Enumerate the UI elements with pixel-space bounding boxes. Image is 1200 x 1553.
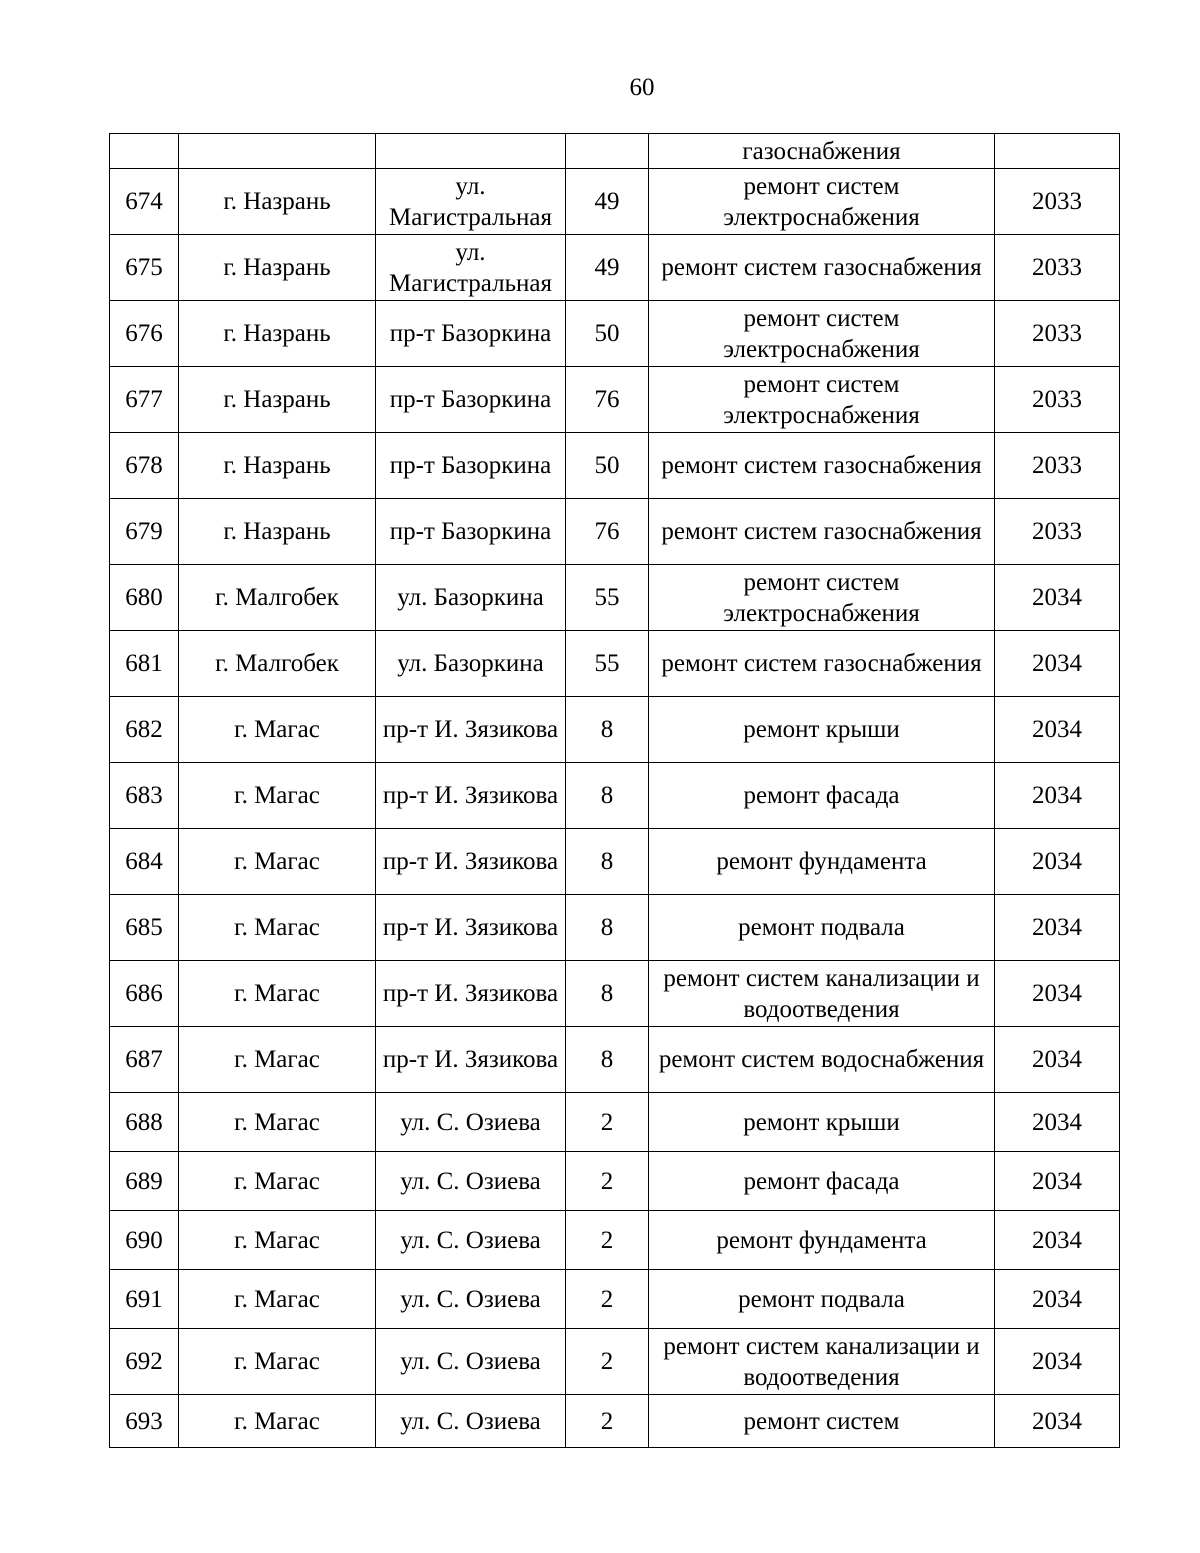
table-row <box>110 829 1120 895</box>
cell-year: 2033 <box>995 433 1120 499</box>
cell-year: 2033 <box>995 235 1120 301</box>
cell-city: г. Магас <box>179 1093 376 1152</box>
cell-work-type: ремонт систем водоснабжения <box>649 1027 995 1093</box>
cell-house: 49 <box>566 235 649 301</box>
cell-house: 2 <box>566 1329 649 1395</box>
table-row <box>110 565 1120 631</box>
cell-city: г. Магас <box>179 1152 376 1211</box>
cell-city: г. Магас <box>179 1211 376 1270</box>
cell-house: 50 <box>566 301 649 367</box>
cell-work-type: ремонт систем канализации и водоотведения <box>649 961 995 1027</box>
cell-street: ул. С. Озиева <box>376 1329 566 1395</box>
cell-work-type: ремонт систем газоснабжения <box>649 433 995 499</box>
cell-work-type: ремонт систем электроснабжения <box>649 367 995 433</box>
cell-work-type: ремонт систем канализации и водоотведения <box>649 1329 995 1395</box>
cell-street: пр-т И. Зязикова <box>376 1027 566 1093</box>
cell-work-type: ремонт систем электроснабжения <box>649 565 995 631</box>
cell-work-type: ремонт фасада <box>649 1152 995 1211</box>
cell-house: 8 <box>566 961 649 1027</box>
cell-number: 681 <box>110 631 179 697</box>
cell-street: пр-т И. Зязикова <box>376 697 566 763</box>
cell-work-type: ремонт систем газоснабжения <box>649 631 995 697</box>
cell-number: 682 <box>110 697 179 763</box>
cell-city: г. Малгобек <box>179 565 376 631</box>
table-row <box>110 169 1120 235</box>
cell-number: 687 <box>110 1027 179 1093</box>
cell-year: 2034 <box>995 1270 1120 1329</box>
cell-house: 2 <box>566 1395 649 1448</box>
cell-work-type: газоснабжения <box>649 134 995 169</box>
cell-work-type: ремонт систем газоснабжения <box>649 499 995 565</box>
table-row <box>110 367 1120 433</box>
cell-house <box>566 134 649 169</box>
cell-street: пр-т И. Зязикова <box>376 895 566 961</box>
cell-house: 8 <box>566 763 649 829</box>
cell-street: ул. С. Озиева <box>376 1395 566 1448</box>
cell-street: пр-т И. Зязикова <box>376 961 566 1027</box>
cell-house: 55 <box>566 565 649 631</box>
cell-street: ул. Базоркина <box>376 631 566 697</box>
cell-year: 2034 <box>995 565 1120 631</box>
cell-number: 676 <box>110 301 179 367</box>
cell-street: пр-т Базоркина <box>376 499 566 565</box>
cell-work-type: ремонт крыши <box>649 697 995 763</box>
cell-number: 677 <box>110 367 179 433</box>
cell-year: 2034 <box>995 1152 1120 1211</box>
cell-number: 675 <box>110 235 179 301</box>
cell-house: 2 <box>566 1093 649 1152</box>
table-row <box>110 433 1120 499</box>
cell-year: 2034 <box>995 1211 1120 1270</box>
cell-city: г. Магас <box>179 697 376 763</box>
cell-year: 2034 <box>995 961 1120 1027</box>
cell-city: г. Магас <box>179 961 376 1027</box>
cell-year: 2033 <box>995 499 1120 565</box>
cell-city: г. Назрань <box>179 499 376 565</box>
cell-street: ул. С. Озиева <box>376 1093 566 1152</box>
cell-work-type: ремонт крыши <box>649 1093 995 1152</box>
cell-house: 8 <box>566 697 649 763</box>
cell-city: г. Магас <box>179 1270 376 1329</box>
cell-house: 50 <box>566 433 649 499</box>
table-row <box>110 1093 1120 1152</box>
cell-year: 2034 <box>995 1027 1120 1093</box>
cell-number: 679 <box>110 499 179 565</box>
cell-year: 2033 <box>995 301 1120 367</box>
cell-number: 674 <box>110 169 179 235</box>
cell-work-type: ремонт систем электроснабжения <box>649 169 995 235</box>
cell-number: 691 <box>110 1270 179 1329</box>
cell-number: 690 <box>110 1211 179 1270</box>
cell-year <box>995 134 1120 169</box>
cell-work-type: ремонт систем <box>649 1395 995 1448</box>
cell-house: 76 <box>566 367 649 433</box>
cell-city: г. Малгобек <box>179 631 376 697</box>
cell-city: г. Магас <box>179 1329 376 1395</box>
table-row <box>110 763 1120 829</box>
cell-year: 2034 <box>995 1093 1120 1152</box>
cell-street: ул. Магистральная <box>376 169 566 235</box>
cell-city: г. Магас <box>179 895 376 961</box>
table-row <box>110 961 1120 1027</box>
table-row <box>110 301 1120 367</box>
table-row <box>110 697 1120 763</box>
cell-city: г. Магас <box>179 1395 376 1448</box>
table-row <box>110 1329 1120 1395</box>
table-row <box>110 631 1120 697</box>
cell-street: ул. С. Озиева <box>376 1211 566 1270</box>
table-row <box>110 1152 1120 1211</box>
cell-street <box>376 134 566 169</box>
cell-number: 678 <box>110 433 179 499</box>
cell-house: 49 <box>566 169 649 235</box>
cell-street: пр-т Базоркина <box>376 367 566 433</box>
cell-number: 686 <box>110 961 179 1027</box>
cell-city: г. Магас <box>179 1027 376 1093</box>
cell-city: г. Назрань <box>179 169 376 235</box>
cell-year: 2033 <box>995 169 1120 235</box>
cell-number: 688 <box>110 1093 179 1152</box>
cell-house: 8 <box>566 829 649 895</box>
repair-schedule-table <box>109 133 1120 1448</box>
cell-house: 8 <box>566 1027 649 1093</box>
table-row <box>110 499 1120 565</box>
cell-house: 2 <box>566 1211 649 1270</box>
cell-year: 2034 <box>995 763 1120 829</box>
cell-number <box>110 134 179 169</box>
cell-year: 2034 <box>995 829 1120 895</box>
cell-work-type: ремонт систем газоснабжения <box>649 235 995 301</box>
page-number: 60 <box>629 74 655 101</box>
cell-number: 685 <box>110 895 179 961</box>
cell-city: г. Назрань <box>179 301 376 367</box>
cell-city: г. Магас <box>179 829 376 895</box>
cell-city <box>179 134 376 169</box>
cell-city: г. Назрань <box>179 235 376 301</box>
table-row <box>110 134 1120 169</box>
cell-work-type: ремонт фундамента <box>649 829 995 895</box>
cell-street: ул. Базоркина <box>376 565 566 631</box>
cell-year: 2034 <box>995 697 1120 763</box>
cell-street: ул. С. Озиева <box>376 1152 566 1211</box>
cell-number: 693 <box>110 1395 179 1448</box>
cell-street: пр-т И. Зязикова <box>376 829 566 895</box>
cell-house: 2 <box>566 1270 649 1329</box>
cell-work-type: ремонт фундамента <box>649 1211 995 1270</box>
table-row <box>110 1211 1120 1270</box>
cell-year: 2034 <box>995 1329 1120 1395</box>
cell-number: 692 <box>110 1329 179 1395</box>
cell-number: 680 <box>110 565 179 631</box>
cell-work-type: ремонт подвала <box>649 1270 995 1329</box>
cell-year: 2034 <box>995 895 1120 961</box>
table-row <box>110 1395 1120 1448</box>
cell-work-type: ремонт подвала <box>649 895 995 961</box>
cell-house: 55 <box>566 631 649 697</box>
cell-street: пр-т Базоркина <box>376 433 566 499</box>
cell-house: 76 <box>566 499 649 565</box>
cell-street: ул. Магистральная <box>376 235 566 301</box>
cell-city: г. Магас <box>179 763 376 829</box>
cell-street: ул. С. Озиева <box>376 1270 566 1329</box>
table-row <box>110 895 1120 961</box>
cell-year: 2034 <box>995 1395 1120 1448</box>
cell-city: г. Назрань <box>179 433 376 499</box>
cell-number: 684 <box>110 829 179 895</box>
cell-street: пр-т И. Зязикова <box>376 763 566 829</box>
cell-street: пр-т Базоркина <box>376 301 566 367</box>
cell-city: г. Назрань <box>179 367 376 433</box>
table-row <box>110 1027 1120 1093</box>
cell-number: 683 <box>110 763 179 829</box>
cell-work-type: ремонт систем электроснабжения <box>649 301 995 367</box>
cell-year: 2034 <box>995 631 1120 697</box>
table-row <box>110 235 1120 301</box>
table-row <box>110 1270 1120 1329</box>
cell-work-type: ремонт фасада <box>649 763 995 829</box>
cell-house: 2 <box>566 1152 649 1211</box>
cell-house: 8 <box>566 895 649 961</box>
cell-year: 2033 <box>995 367 1120 433</box>
cell-number: 689 <box>110 1152 179 1211</box>
